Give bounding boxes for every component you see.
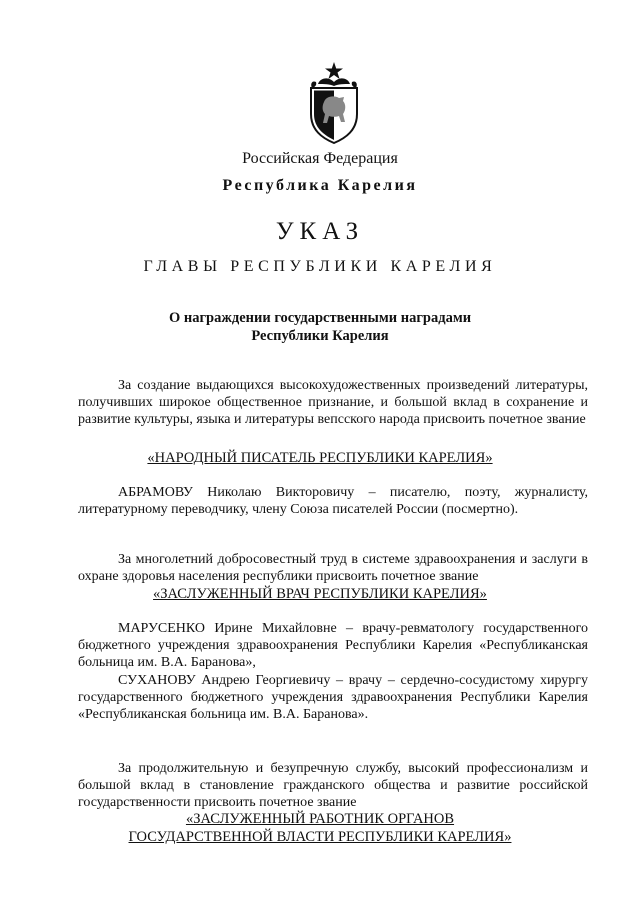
recipient-paragraph: АБРАМОВУ Николаю Викторовичу – писателю, поэту, журналисту, литературному переводчику, члену Союза писателей России (посмертно). xyxy=(78,485,588,517)
award-title: «ЗАСЛУЖЕННЫЙ РАБОТНИК ОРГАНОВ xyxy=(185,811,455,827)
award-title: «НАРОДНЫЙ ПИСАТЕЛЬ РЕСПУБЛИКИ КАРЕЛИЯ» xyxy=(147,450,493,466)
subject-line: О награждении государственными наградами xyxy=(168,310,472,326)
award-intro-paragraph: За создание выдающихся высокохудожественных произведений литературы, получивших широкое общественное признание, и большой вклад в сохранение и развитие культуры, языка и литературы вепсского народа присвоить почетное звание xyxy=(78,378,588,427)
document-type: УКАЗ xyxy=(275,218,365,245)
subject-line: Республики Карелия xyxy=(251,328,389,344)
recipient-paragraph: МАРУСЕНКО Ирине Михайловне – врачу-ревматологу государственного бюджетного учреждения здравоохранения Республики Карелия «Республиканская больница им. В.А. Баранова», xyxy=(78,621,588,670)
document-subject xyxy=(0,309,640,345)
award-title: ГОСУДАРСТВЕННОЙ ВЛАСТИ РЕСПУБЛИКИ КАРЕЛИЯ» xyxy=(128,829,512,845)
country-name: Российская Федерация xyxy=(242,150,398,167)
award-title: «ЗАСЛУЖЕННЫЙ ВРАЧ РЕСПУБЛИКИ КАРЕЛИЯ» xyxy=(153,586,487,602)
recipient-paragraph: СУХАНОВУ Андрею Георгиевичу – врачу – сердечно-сосудистому хирургу государственного бюджетного учреждения здравоохранения Республики Карелия «Республиканская больница им. В.А. Баранова». xyxy=(78,673,588,722)
republic-name: Республика Карелия xyxy=(222,177,418,194)
document-issuer: ГЛАВЫ РЕСПУБЛИКИ КАРЕЛИЯ xyxy=(143,258,497,275)
award-intro-paragraph: За многолетний добросовестный труд в системе здравоохранения и заслуги в охране здоровья населения республики присвоить почетное звание xyxy=(78,552,588,584)
karelia-coat-of-arms-icon xyxy=(306,62,362,144)
award-intro-paragraph: За продолжительную и безупречную службу, высокий профессионализм и большой вклад в становление гражданского общества и развитие российской государственности присвоить почетное звание xyxy=(78,761,588,810)
